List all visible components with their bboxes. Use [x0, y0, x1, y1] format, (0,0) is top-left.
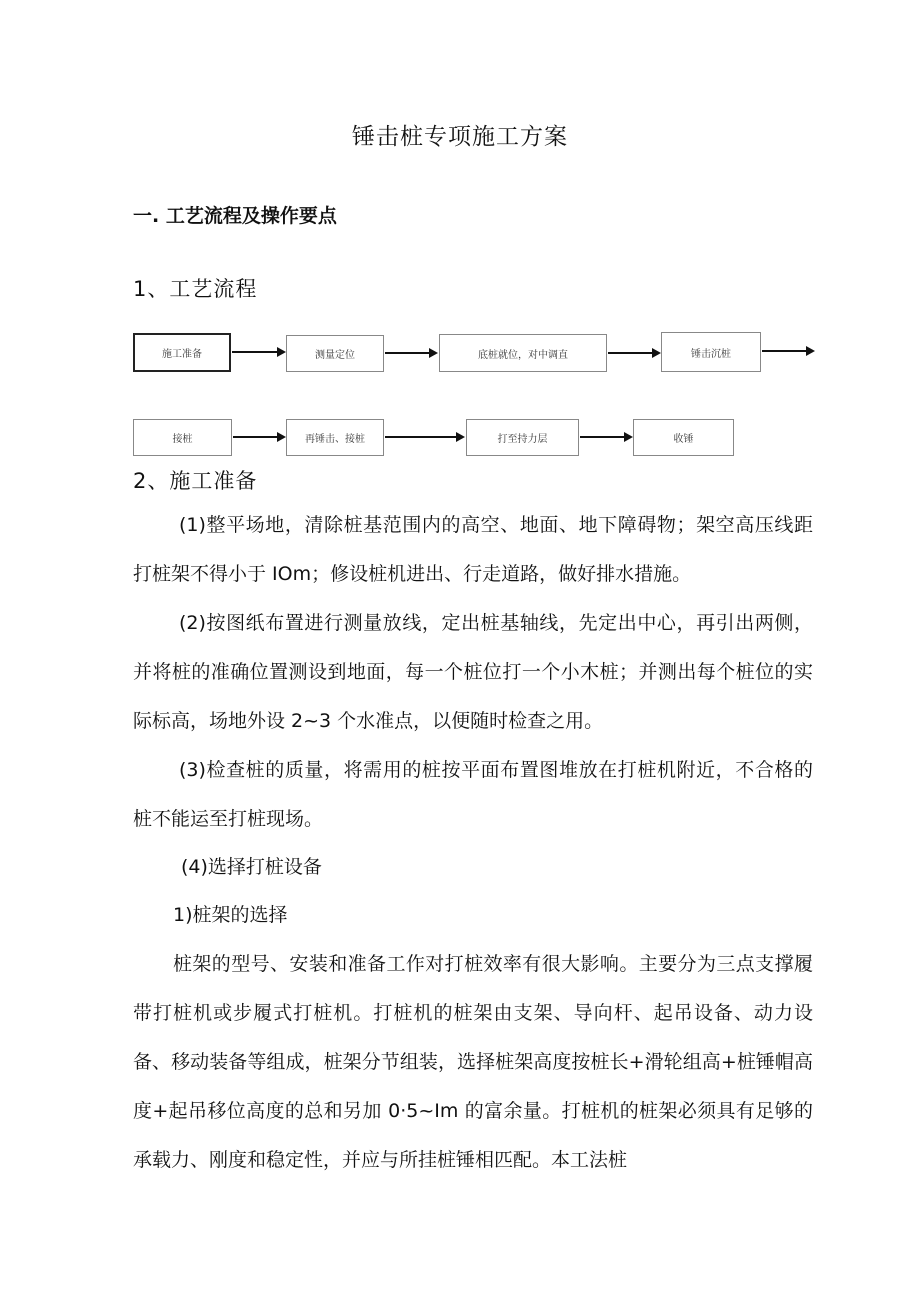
- paragraph-survey-layout: (2)按图纸布置进行测量放线，定出桩基轴线，先定出中心，再引出两侧，并将桩的准确位置测设到地面，每一个桩位打一个小木桩；并测出每个桩位的实际标高，场地外设 2~3 个水准点，以便随时检查之用。: [133, 612, 813, 732]
- paragraph-frame-selection: 1)桩架的选择: [173, 904, 288, 926]
- flow-step-bearing-layer: 打至持力层: [466, 419, 579, 456]
- flow-step-pile-splicing: 接桩: [133, 419, 232, 456]
- flow-arrow: [232, 351, 278, 353]
- flow-step-hammer-sinking: 锤击沉桩: [661, 332, 761, 372]
- subheading-process-flow: 1、工艺流程: [133, 277, 258, 301]
- flow-step-bottom-pile-placing: 底桩就位，对中调直: [439, 334, 607, 372]
- flow-arrow: [580, 436, 625, 438]
- flow-step-construction-prep: 施工准备: [133, 333, 231, 372]
- flow-step-final-hammer: 收锤: [633, 419, 734, 456]
- flow-step-survey-positioning: 测量定位: [286, 335, 384, 372]
- paragraph-equipment-selection: (4)选择打桩设备: [181, 856, 322, 878]
- flow-arrow: [233, 436, 278, 438]
- flow-arrow: [385, 436, 457, 438]
- paragraph-site-leveling: (1)整平场地，清除桩基范围内的高空、地面、地下障碍物；架空高压线距打桩架不得小于 IOm；修设桩机进出、行走道路，做好排水措施。: [133, 514, 813, 585]
- section-heading-process: 一. 工艺流程及操作要点: [133, 205, 337, 227]
- paragraph-frame-details: 桩架的型号、安装和准备工作对打桩效率有很大影响。主要分为三点支撑履带打桩机或步履式打桩机。打桩机的桩架由支架、导向杆、起吊设备、动力设备、移动装备等组成，桩架分节组装，选择桩架高度按桩长+滑轮组高+桩锤帽高度+起吊移位高度的总和另加 0·5~Im 的富余量。打桩机的桩架必须具有足够的承载力、刚度和稳定性，并应与所挂桩锤相匹配。本工法桩: [133, 953, 813, 1171]
- flow-arrow: [762, 350, 807, 352]
- subheading-construction-prep: 2、施工准备: [133, 469, 258, 493]
- flow-step-rehammer-splice: 再锤击、接桩: [286, 419, 384, 456]
- flow-arrow: [608, 352, 653, 354]
- flow-arrow: [385, 352, 430, 354]
- document-title: 锤击桩专项施工方案: [352, 124, 568, 150]
- paragraph-pile-quality: (3)检查桩的质量，将需用的桩按平面布置图堆放在打桩机附近，不合格的桩不能运至打桩现场。: [133, 759, 813, 830]
